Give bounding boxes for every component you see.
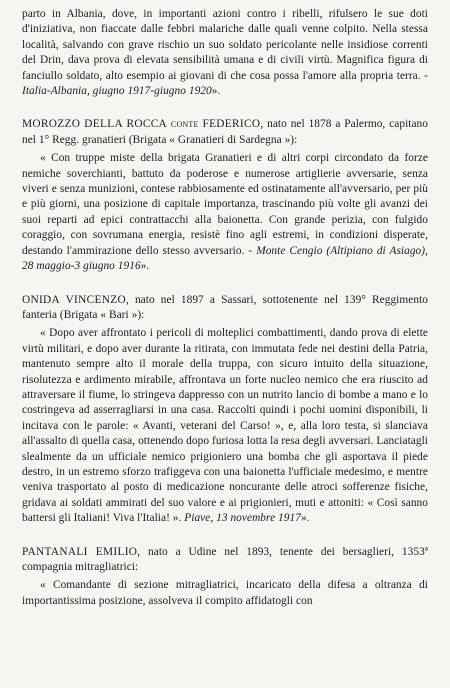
entry-name: ONIDA VINCENZO [22,293,126,306]
entry-motivation [22,326,428,526]
entry-heading [22,117,428,148]
entry-intro: , nato nel 1878 a Palermo, capitano nel 1° Regg. granatieri (Brigata « Granatieri di Sardegna »): [22,118,428,146]
entry-intro: , nato nel 1897 a Sassari, sottotenente nel 139° Reggimento fanteria (Brigata « Bari »): [22,293,428,321]
entry-intro: , nato a Udine nel 1893, tenente dei bersaglieri, 1353ª compagnia mitragliatrici: [22,545,428,573]
continuation-text: parto in Albania, dove, in importanti azioni contro i ribelli, rifulsero le sue doti d'iniziativa, non fiaccate dalle febbri malariche dalle quali venne colpito. Nella stessa località, salvando con grave rischio un suo soldato pericolante nelle insidiose correnti del Drin, dava prova di elevata sensibilità umana e di civili virtù. Magnifica figura di fanciullo soldato, alto esempio ai giovani di che cosa possa l'amore alla propria terra. - [22,8,428,82]
entry-name: MOROZZO DELLA ROCCA [22,118,168,131]
entry-morozzo [22,117,428,274]
motivation-text: « Comandante di sezione mitragliatrici, incaricato della difesa a oltranza di importantissima posizione, assolveva il compito affidatogli con [22,579,428,607]
entry-motivation [22,578,428,609]
entry-heading [22,293,428,324]
entry-name: PANTANALI EMILIO [22,545,138,558]
entry-given-name: FEDERICO [202,118,261,131]
entry-onida [22,293,428,527]
entry-heading [22,545,428,576]
motivation-end: ». [300,512,310,525]
motivation-end: ». [140,260,150,273]
motivation-citation: Monte Cengio (Altipiano di Asiago), 28 maggio-3 giugno 1916 [22,244,428,273]
entry-pantanali [22,545,428,610]
motivation-citation: Piave, 13 novembre 1917 [184,512,301,525]
entry-motivation [22,151,428,274]
continuation-end: ». [211,85,221,98]
continuation-paragraph [22,7,428,99]
continuation-citation: Italia-Albania, giugno 1917-giugno 1920 [22,85,212,98]
motivation-text: « Dopo aver affrontato i pericoli di molteplici combattimenti, dando prova di elette virtù militari, e dopo aver durante la ritirata, con immutata fede nei destini della Patria, mantenuto sempre alto il morale della truppa, con sicuro intuito della situazione, risolutezza e ardimento mirabile, affrontava un forte nucleo nemico che era riuscito ad attraversare il fiume, lo stringeva dappresso con un nutrito lancio di bombe a mano e lo costringeva ad asserragliarsi in una casa. Raccolti quindi i pochi uomini disponibili, li incitava con le parole: « Avanti, veterani del Carso! », e, alla loro testa, si slanciava all'assalto di quella casa, ottenendo dopo furiosa lotta la resa degli avversari. Lanciatagli slealmente da un ufficiale nemico prigioniero una bomba che gli asportava il piede destro, in un estremo sforzo trafiggeva con una baionetta l'ufficiale medesimo, e mentre veniva trasportato al posto di medicazione noncurante delle atroci sofferenze fisiche, gridava ai soldati ammirati del suo valore e ai prigionieri, muti e attoniti: « Così sanno battersi gli Italiani! Viva l'Italia! ». [22,327,428,525]
motivation-text: « Con truppe miste della brigata Granatieri e di altri corpi circondato da forze nemiche soverchianti, battuto da poderose e numerose artiglierie avversarie, senza viveri e senza munizioni, contese rabbiosamente ed ostinatamente all'avversario, per più e più giorni, una posizione di capitale importanza, trascinando più volte gli avanzi dei suoi reparti ad epici contrattacchi alla baionetta. Con grande perizia, con fulgido coraggio, con sovrumana energia, resistè fino agli estremi, in condizioni disperate, destando l'ammirazione dello stesso avversario. - [22,152,428,257]
entry-title: conte [170,118,199,131]
